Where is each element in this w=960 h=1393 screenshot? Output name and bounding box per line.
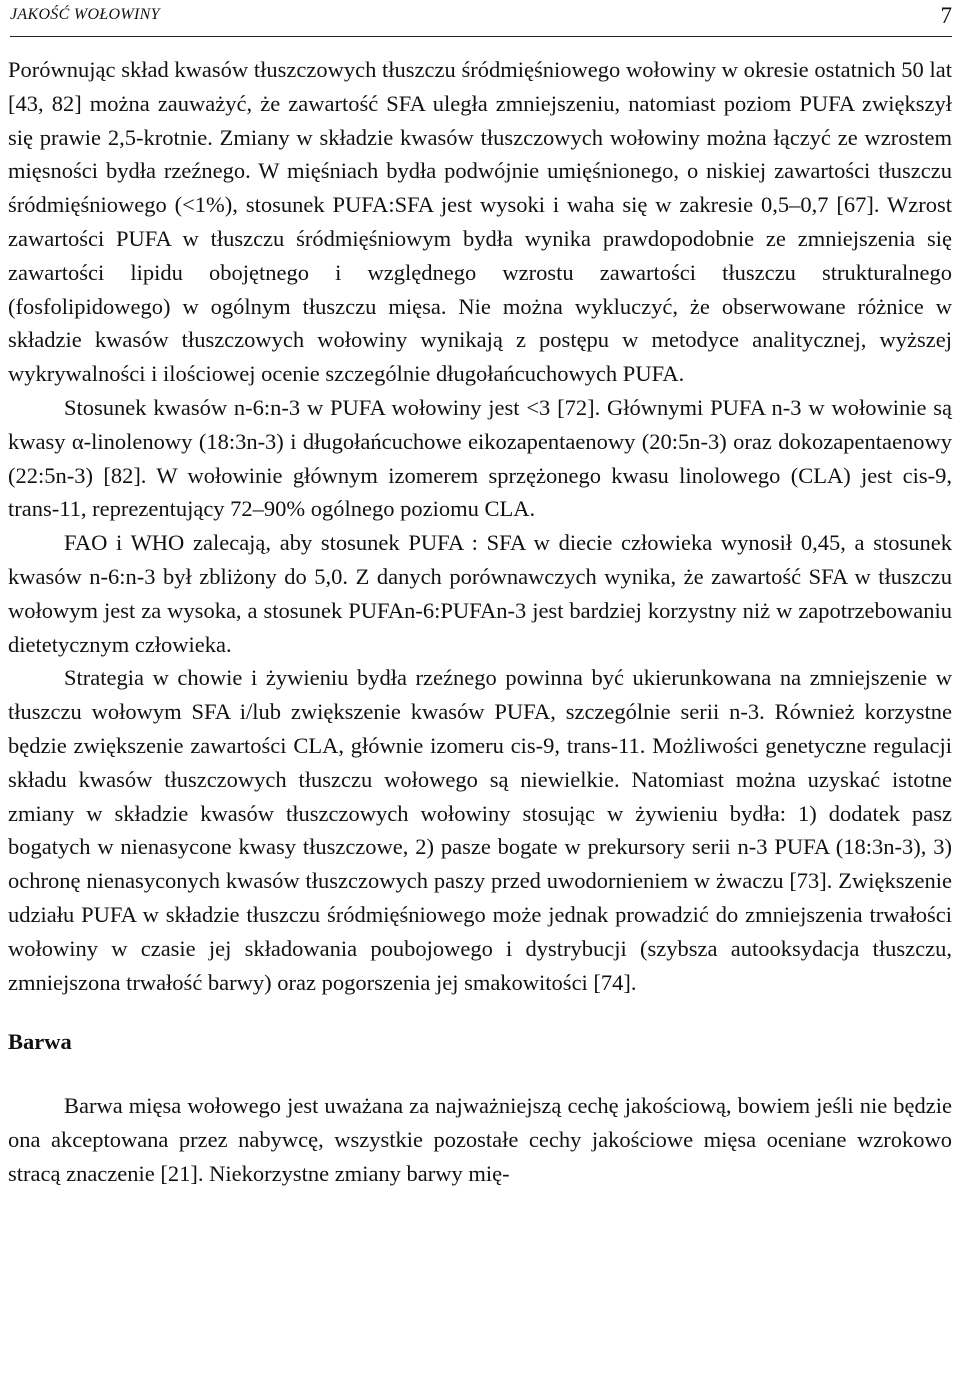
- paragraph-feeding-strategy: Strategia w chowie i żywieniu bydła rzeźnego powinna być ukierunkowana na zmniejszenie w tłuszczu wołowym SFA i/lub zwiększenie kwasów PUFA, szczególnie serii n-3. Również korzystne będzie zwiększenie zawartości CLA, głównie izomeru cis-9, trans-11. Możliwości genetyczne regulacji składu kwasów tłuszczowych tłuszczu wołowego są niewielkie. Natomiast można uzyskać istotne zmiany w składzie kwasów tłuszczowych wołowiny stosując w żywieniu bydła: 1) dodatek pasz bogatych w nienasycone kwasy tłuszczowe, 2) pasze bogate w prekursory serii n-3 PUFA (18:3n-3), 3) ochronę nienasyconych kwasów tłuszczowych paszy przed uwodornieniem w żwaczu [73]. Zwiększenie udziału PUFA w składzie tłuszczu śródmięśniowego może jednak prowadzić do zmniejszenia trwałości wołowiny w czasie jej składowania poubojowego i dystrybucji (szybsza autooksydacja tłuszczu, zmniejszona trwałość barwy) oraz pogorszenia jej smakowitości [74].: [8, 665, 952, 995]
- page-number: 7: [940, 3, 952, 28]
- paragraph-fatty-acid-composition: Porównując skład kwasów tłuszczowych tłuszczu śródmięśniowego wołowiny w okresie ostatnich 50 lat [43, 82] można zauważyć, że zawartość SFA uległa zmniejszeniu, natomiast poziom PUFA zwiększył się prawie 2,5-krotnie. Zmiany w składzie kwasów tłuszczowych wołowiny można łączyć ze wzrostem mięsności bydła rzeźnego. W mięśniach bydła podwójnie umięśnionego, o niskiej zawartości tłuszczu śródmięśniowego (<1%), stosunek PUFA:SFA jest wysoki i waha się w zakresie 0,5–0,7 [67]. Wzrost zawartości PUFA w tłuszczu śródmięśniowym bydła wynika prawdopodobnie ze zmniejszenia się zawartości lipidu obojętnego i względnego wzrostu zawartości tłuszczu strukturalnego (fosfolipidowego) w ogólnym tłuszczu mięsa. Nie można wykluczyć, że obserwowane różnice w składzie kwasów tłuszczowych wołowiny wynikają z postępu w metodyce analitycznej, wyższej wykrywalności i ilościowej ocenie szczególnie długołańcuchowych PUFA.: [8, 57, 952, 387]
- section-heading: Barwa: [8, 1029, 72, 1055]
- running-header: [10, 0, 952, 37]
- page-body: [8, 53, 952, 1191]
- paragraph-fao-who-recommendation: FAO i WHO zalecają, aby stosunek PUFA : SFA w diecie człowieka wynosił 0,45, a stosunek kwasów n-6:n-3 był zbliżony do 5,0. Z danych porównawczych wynika, że zawartość SFA w tłuszczu wołowym jest za wysoka, a stosunek PUFAn-6:PUFAn-3 jest bardziej korzystny niż w zapotrzebowaniu dietetycznym człowieka.: [8, 530, 952, 657]
- paragraph-meat-color: Barwa mięsa wołowego jest uważana za najważniejszą cechę jakościową, bowiem jeśli nie będzie ona akceptowana przez nabywcę, wszystkie pozostałe cechy jakościowe mięsa oceniane wzrokowo stracą znaczenie [21]. Niekorzystne zmiany barwy mię-: [8, 1093, 952, 1186]
- paragraph-n6-n3-ratio: Stosunek kwasów n-6:n-3 w PUFA wołowiny jest <3 [72]. Głównymi PUFA n-3 w wołowinie są kwasy α-linolenowy (18:3n-3) i długołańcuchowe eikozapentaenowy (20:5n-3) oraz dokozapentaenowy (22:5n-3) [82]. W wołowinie głównym izomerem sprzężonego kwasu linolowego (CLA) jest cis-9, trans-11, reprezentujący 72–90% ogólnego poziomu CLA.: [8, 394, 952, 522]
- running-title: JAKOŚĆ WOŁOWINY: [10, 6, 160, 23]
